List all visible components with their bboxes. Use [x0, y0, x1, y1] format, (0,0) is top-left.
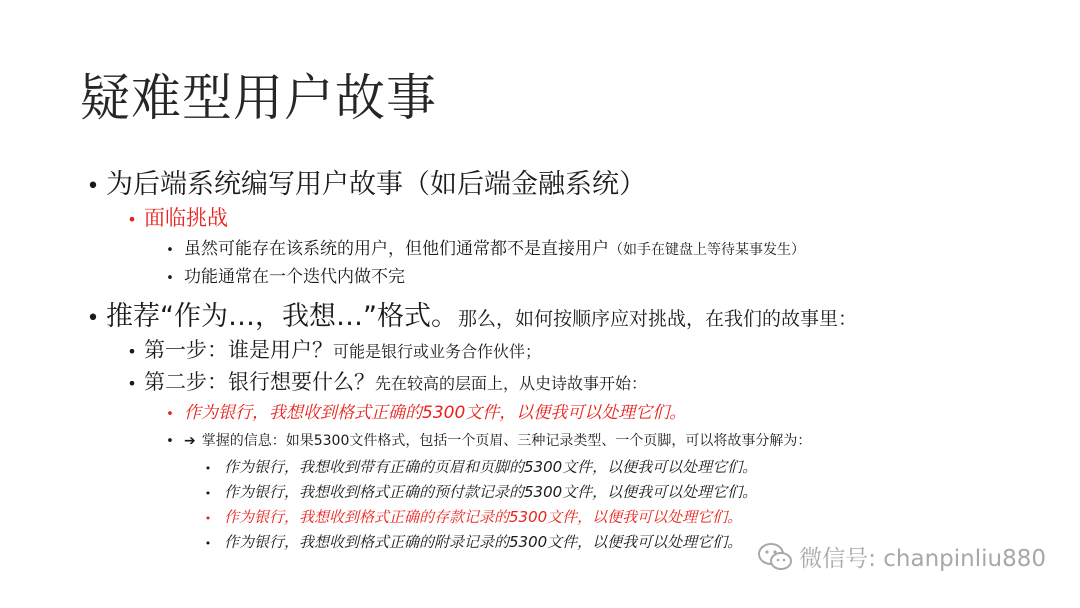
bullet-epic-story	[161, 398, 686, 423]
sub-story-text: 作为银行，我想收到格式正确的预付款记录的5300文件，以便我可以处理它们。	[224, 483, 758, 501]
bullet-text-rest: 可能是银行或业务合作伙伴；	[333, 342, 542, 361]
watermark	[757, 540, 1046, 573]
bullet-icon: •	[127, 374, 137, 393]
sub-story-text: 作为银行，我想收到格式正确的存款记录的5300文件，以便我可以处理它们。	[224, 508, 743, 526]
bullet-icon: •	[86, 306, 100, 331]
bullet-text: 第一步：谁是用户？	[144, 338, 333, 362]
bullet-text: 掌握的信息：如果5300文件格式，包括一个页眉、三种记录类型、一个页脚，可以将故事分解为：	[201, 433, 812, 449]
arrow-right-icon: ➔	[184, 433, 196, 449]
bullet-text-rest: 那么，如何按顺序应对挑战，在我们的故事里：	[457, 308, 857, 330]
wechat-icon	[757, 542, 793, 572]
bullet-icon: •	[204, 462, 212, 475]
bullet-step-two	[122, 366, 647, 396]
bullet-icon: •	[86, 174, 100, 199]
bullet-text: 面临挑战	[144, 206, 228, 230]
bullet-recommended-format	[82, 294, 857, 333]
bullet-icon: •	[204, 512, 212, 525]
bullet-known-info	[161, 430, 811, 450]
bullet-icon: •	[166, 271, 174, 286]
bullet-note: （如手在键盘上等待某事发生）	[609, 242, 805, 258]
bullet-text: 第二步：银行想要什么？	[144, 370, 375, 394]
bullet-text: 为后端系统编写用户故事（如后端金融系统）	[106, 169, 646, 200]
bullet-one-iteration	[161, 262, 405, 287]
sub-story-text: 作为银行，我想收到格式正确的附录记录的5300文件，以便我可以处理它们。	[224, 533, 743, 551]
bullet-step-one	[122, 334, 541, 364]
bullet-text-rest: 先在较高的层面上，从史诗故事开始：	[375, 374, 648, 393]
bullet-icon: •	[204, 487, 212, 500]
bullet-icon: •	[166, 243, 174, 258]
bullet-text: 虽然可能存在该系统的用户，但他们通常都不是直接用户	[184, 239, 609, 259]
bullet-icon: •	[166, 407, 174, 422]
bullet-icon: •	[166, 434, 174, 449]
bullet-icon: •	[204, 537, 212, 550]
bullet-challenges	[122, 202, 228, 232]
bullet-indirect-users	[161, 234, 805, 259]
bullet-text: 推荐“作为…，我想…”格式。	[106, 301, 458, 332]
sub-story-prepayment	[200, 481, 757, 502]
bullet-icon: •	[127, 210, 137, 229]
bullet-icon: •	[127, 342, 137, 361]
bullet-backend-stories	[82, 162, 646, 201]
sub-story-appendix	[200, 531, 742, 552]
sub-story-text: 作为银行，我想收到带有正确的页眉和页脚的5300文件，以便我可以处理它们。	[224, 458, 758, 476]
bullet-text: 作为银行，我想收到格式正确的5300文件，以便我可以处理它们。	[184, 403, 687, 423]
watermark-text: 微信号: chanpinliu880	[799, 546, 1046, 572]
slide-title: 疑难型用户故事	[80, 69, 437, 127]
sub-story-deposit	[200, 506, 742, 527]
bullet-text: 功能通常在一个迭代内做不完	[184, 267, 405, 287]
sub-story-header-footer	[200, 456, 757, 477]
